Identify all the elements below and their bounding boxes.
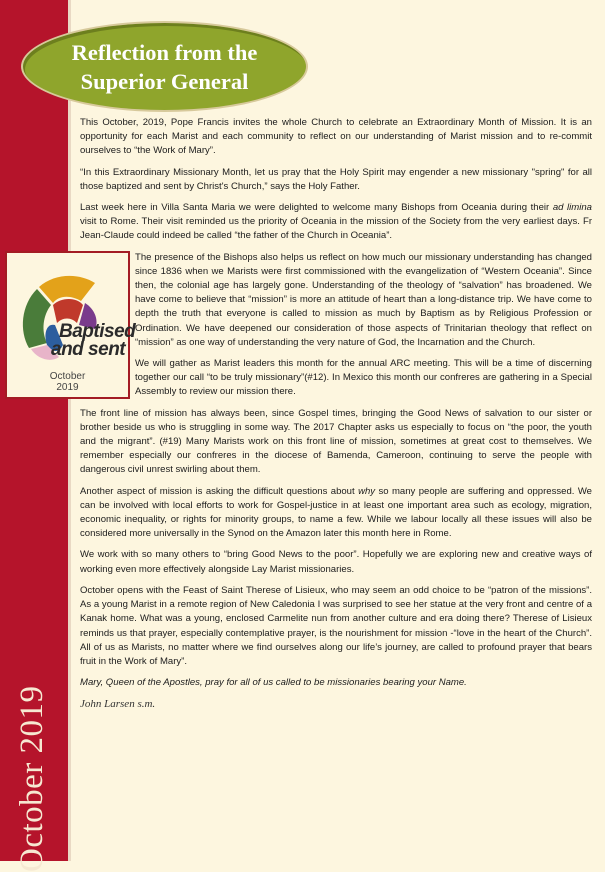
paragraph-7-text-b: so many people are suffering and oppressed. We can be involved with local efforts to work for Gospel-justice in at least one important area such as ecology, migration, economic inequality, or rights for minority groups, to name a few. While we labour locally all these issues will also be considered more universally in the Synod on the Amazon later this month here in Rome. — [80, 485, 592, 540]
logo-title-line-2: and sent — [51, 338, 126, 360]
paragraph-7-text-a: Another aspect of mission is asking the difficult questions about — [80, 485, 359, 497]
baptised-and-sent-logo — [5, 251, 136, 399]
paragraph-1: This October, 2019, Pope Francis invites the whole Church to celebrate an Extraordinary Month of Mission. It is an opportunity for each Marist and each community to reflect on our understanding of Marist mission and to re-commit ourselves to “the Work of Mary”. — [80, 117, 592, 157]
closing-prayer: Mary, Queen of the Apostles, pray for all of us called to be missionaries bearing your Name. — [80, 677, 467, 689]
paragraph-8: We work with so many others to “bring Good News to the poor”. Hopefully we are exploring new and creative ways of working even more effectively alongside Lay Marist missionaries. — [80, 549, 592, 575]
title-banner — [21, 21, 308, 112]
paragraph-7-emphasis: why — [358, 485, 376, 497]
paragraph-7 — [80, 485, 592, 542]
paragraph-3-emphasis: ad limina — [552, 202, 592, 214]
logo-caption-year: 2019 — [56, 381, 79, 393]
article-body — [49, 116, 592, 712]
paragraph-3-text-b: visit to Rome. Their visit reminded us the priority of Oceania in the mission of the Society from the very earliest days. Fr Jean-Claude could indeed be called “the father of the Church in Oceania”. — [80, 216, 592, 242]
sidebar-edge — [68, 0, 71, 861]
logo-title-line-1: Baptised — [59, 320, 136, 342]
paragraph-5: We will gather as Marist leaders this month for the annual ARC meeting. This will be a time of discerning together our call “to be truly missionary”(#12). In Mexico this month our confreres are gathering in a Special Assembly to review our mission there. — [135, 358, 592, 398]
title-line-2: Superior General — [80, 68, 249, 94]
signature: John Larsen s.m. — [80, 698, 156, 711]
paragraph-3-text-a: Last week here in Villa Santa Maria we were delighted to welcome many Bishops from Oceania during their — [80, 202, 553, 214]
paragraph-9: October opens with the Feast of Saint Therese of Lisieux, who may seem an odd choice to be “patron of the missions”. As a young Marist in a remote region of New Caledonia I was surprised to see her statue at the very front and centre of a Kanak home. What was a young, enclosed Carmelite nun from another culture and era doing there? Therese of Lisieux reminds us that prayer, especially contemplative prayer, is the nourishment for mission -“love in the heart of the Church”. All of us as Marists, no matter where we find ourselves along our life’s journey, are called to profound prayer that bears fruit in the Work of Mary”. — [80, 584, 592, 667]
title-line-1: Reflection from the — [71, 39, 258, 65]
sidebar-date: October 2019 — [14, 685, 50, 872]
paragraph-6: The front line of mission has always been, since Gospel times, bringing the Good News of salvation to our sister or brother beside us who is struggling in some way. The 2017 Chapter asks us especially to focus on “the poor, the youth and the migrant”. (#19) Many Marists work on this front line of mission, sometimes at great cost to themselves. We remember especially our confreres in the diocese of Bamenda, Cameroon, continuing to serve the people with dangerous civil unrest swirling about them. — [80, 407, 592, 476]
page-title — [72, 38, 258, 96]
paragraph-3 — [80, 201, 592, 244]
paragraph-4: The presence of the Bishops also helps us reflect on how much our missionary understanding has changed since 1836 when we Marists were first commissioned with the evangelization of “Western Oceania”. Since then, the colonial age has largely gone. Understanding of the theology of “salvation” has broadened. We have come to believe that “mission” is more an attitude of heart than a long-distance trip. We have come to depth the truth that everyone is called to mission as much by Baptism as by Religious Profession or Ordination. We have deepened our consideration of those aspects of Trinitarian theology that reflect on “mission” as one way of understanding the very nature of God, the Incarnation and the Church. — [135, 251, 592, 348]
paragraph-2: “In this Extraordinary Missionary Month, let us pray that the Holy Spirit may engender a new missionary "spring" for all those baptized and sent by Christ's Church,” says the Holy Father. — [80, 166, 592, 192]
logo-caption-month: October — [49, 370, 86, 382]
